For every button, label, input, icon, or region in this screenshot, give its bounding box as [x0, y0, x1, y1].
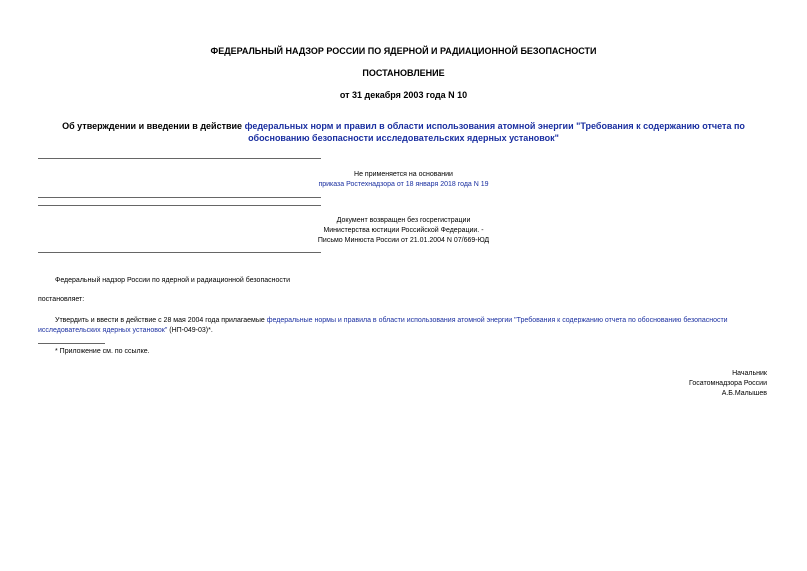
signature-position: Начальник	[732, 370, 767, 377]
signature-org: Госатомнадзора России	[689, 380, 767, 387]
notice-registration-line2: Министерства юстиции Российской Федерации. -	[323, 227, 484, 234]
title-norms-link[interactable]: федеральных норм и правил в области использования атомной энергии "Требования к содержанию отчета по	[244, 121, 745, 131]
decree-norms-link-line2[interactable]: исследовательских ядерных установок"	[38, 327, 168, 334]
title-norms-link-line2[interactable]: обоснованию безопасности исследовательских ядерных установок"	[248, 133, 559, 143]
divider	[38, 197, 321, 198]
notice-registration-line1: Документ возвращен без госрегистрации	[336, 217, 471, 224]
notice-inactive-text: Не применяется на основании	[354, 171, 453, 178]
body-intro: Федеральный надзор России по ядерной и радиационной безопасности	[55, 277, 291, 284]
footnote-text: * Приложение см. по ссылке.	[55, 348, 150, 355]
document-date-number: от 31 декабря 2003 года N 10	[339, 90, 468, 100]
decree-suffix: (НП-049-03)*.	[167, 327, 213, 334]
title-prefix: Об утверждении и введении в действие	[62, 121, 245, 131]
agency-title: ФЕДЕРАЛЬНЫЙ НАДЗОР РОССИИ ПО ЯДЕРНОЙ И РАДИАЦИОННОЙ БЕЗОПАСНОСТИ	[210, 46, 597, 56]
decree-paragraph	[38, 316, 768, 336]
divider	[38, 252, 321, 253]
document-type: ПОСТАНОВЛЕНИЕ	[362, 68, 445, 78]
notice-registration-line3: Письмо Минюста России от 21.01.2004 N 07/669-ЮД	[317, 237, 490, 244]
divider	[38, 158, 321, 159]
document-title	[0, 120, 807, 144]
body-resolves: постановляет:	[38, 296, 85, 303]
footnote-divider	[38, 343, 105, 344]
notice-registration	[0, 216, 807, 246]
divider	[38, 205, 321, 206]
decree-norms-link[interactable]: федеральные нормы и правила в области использования атомной энергии "Требования к содержанию отчета по обоснованию безопасности	[266, 317, 728, 324]
signature-block	[689, 369, 767, 399]
signature-name: А.Б.Малышев	[721, 390, 767, 397]
rostekhnadzor-order-link[interactable]: приказа Ростехнадзора от 18 января 2018 года N 19	[318, 181, 489, 188]
decree-prefix: Утвердить и ввести в действие с 28 мая 2004 года прилагаемые	[55, 317, 267, 324]
notice-inactive	[0, 170, 807, 190]
